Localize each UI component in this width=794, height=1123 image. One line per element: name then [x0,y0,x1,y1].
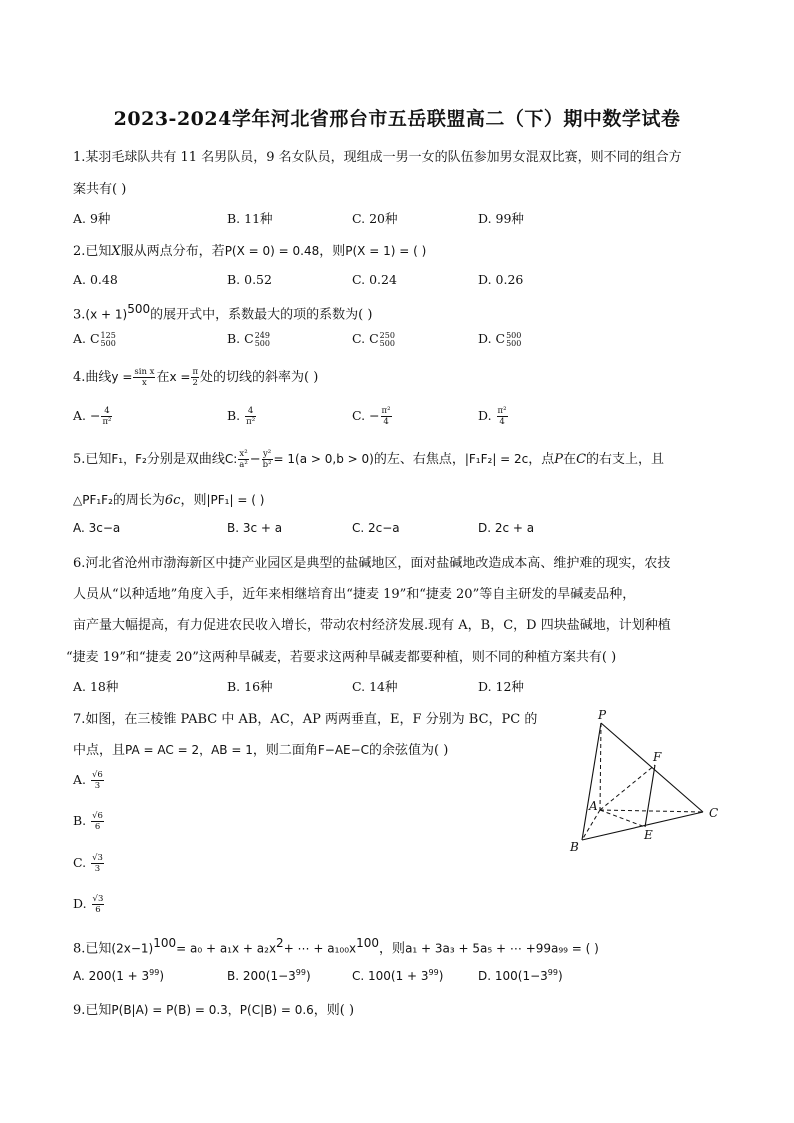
segment-AE [600,810,645,827]
q4-stem: 4.曲线y = $\frac{\text{sin x}}{x}$ 在x = $\frac{\pi}{2}$ 处的切线的斜率为( ) [73,367,319,388]
label-A: A [589,799,598,813]
q2-stem: 2.已知X服从两点分布，若P(X = 0) = 0.48，则P(X = 1) = ( ) [73,244,427,259]
q1-option-d: D. 99种 [478,211,524,226]
q6-option-d: D. 12种 [478,679,524,694]
q5-option-a: A. 3c−a [73,521,121,535]
edge-PC [601,723,703,812]
q8-stem: 8.已知$(2x-1)^{100}= a_0 + a_1x + a_2x^2+$ ⋯ + $a_{100}x^{100}$，则a₁ + 3a₃ + 5a₅ + ⋯ +99a₉₉ = ( ) [73,936,599,957]
q1-option-a: A. 9种 [73,211,111,226]
q7-line1: 7.如图，在三棱锥 PABC 中 AB，AC，AP 两两垂直，E，F 分别为 BC，PC 的 [73,712,538,727]
q7-option-a: A. $\frac{√6}{3}$ [73,770,103,791]
q6-line1: 6.河北省沧州市渤海新区中捷产业园区是典型的盐碱地区，面对盐碱地改造成本高、维护难的现实，农技 [73,556,671,571]
q2-option-b: B. 0.52 [227,272,272,287]
segment-AF [600,765,655,810]
q6-option-a: A. 18种 [73,679,119,694]
q8-option-a: A. $200(1 + 3^{99})$ [73,968,165,983]
q3-option-b: B. C 249 500 [227,330,270,348]
q3-stem: $3.(x + 1)^{500}$的展开式中，系数最大的项的系数为( ) [73,302,373,323]
q1-option-b: B. 11种 [227,211,273,226]
label-B: B [570,840,579,854]
q7-line2: 中点，且PA = AC = 2，AB = 1，则二面角F−AE−C的余弦值为( ) [73,743,449,758]
q1-line1: 1.某羽毛球队共有 11 名男队员，9 名女队员，现组成一男一女的队伍参加男女混双比赛，则不同的组合方 [73,150,682,165]
q3-option-a: A. C 125 500 [73,330,116,348]
q1-line2: 案共有( ) [73,182,127,197]
q6-line2: 人员从“以种适地”角度入手，近年来相继培育出“捷麦 19”和“捷麦 20”等自主研发的旱碱麦品种， [73,587,636,602]
q7-option-c: C. $\frac{√3}{3}$ [73,853,103,874]
q4-option-c: C. − $\frac{\text{π²}}{4}$ [352,406,391,427]
q5-line1: 5.已知F₁，F₂分别是双曲线C: $\frac{\text{x²}}{\text{a²}}$ − $\frac{\text{y²}}{\text{b²}}$ = 1(a > 0,b > 0)的左、右焦点，|F₁F₂| = 2c，点P在C的右支上，且 [73,449,665,470]
q5-option-c: C. 2c−a [352,521,400,535]
edge-AC [600,810,703,812]
label-P: P [598,708,607,722]
segment-FE [645,765,655,827]
q4-option-b: B. $\frac{4}{\text{π²}}$ [227,406,256,427]
q8-option-b: B. $200(1-3^{99})$ [227,968,311,983]
q3-option-c: C. C 250 500 [352,330,395,348]
label-E: E [644,828,653,842]
q7-option-b: B. $\frac{√6}{6}$ [73,811,103,832]
q6-line3: 亩产量大幅提高，有力促进农民收入增长，带动农村经济发展.现有 A，B，C，D 四块盐碱地，计划种植 [73,618,671,633]
q2-option-a: A. 0.48 [73,272,118,287]
q7-option-d: D. $\frac{√3}{6}$ [73,894,104,915]
edge-PB [582,723,601,840]
q6-line4: “捷麦 19”和“捷麦 20”这两种旱碱麦，若要求这两种旱碱麦都要种植，则不同的种植方案共有( ) [66,650,617,665]
q1-option-c: C. 20种 [352,211,398,226]
q5-option-b: B. 3c + a [227,521,283,535]
edge-PA [600,723,601,810]
label-C: C [709,806,719,820]
q3-option-d: D. C 500 500 [478,330,522,348]
q8-option-d: D. $100(1-3^{99})$ [478,968,563,983]
q4-option-a: A. − $\frac{4}{\text{π²}}$ [73,406,112,427]
q5-option-d: D. 2c + a [478,521,535,535]
q2-option-c: C. 0.24 [352,272,397,287]
tetrahedron-figure [560,705,730,855]
q8-option-c: C. $100(1 + 3^{99})$ [352,968,444,983]
q9-stem: 9.已知P(B|A) = P(B) = 0.3，P(C|B) = 0.6，则( ) [73,1003,355,1018]
label-F: F [653,750,662,764]
q4-option-d: D. $\frac{\text{π²}}{4}$ [478,406,507,427]
page-title: 2023-2024学年河北省邢台市五岳联盟高二（下）期中数学试卷 [113,108,681,130]
q6-option-c: C. 14种 [352,679,398,694]
q6-option-b: B. 16种 [227,679,273,694]
q5-line2: △PF₁F₂的周长为6c，则|PF₁| = ( ) [73,493,265,508]
q2-option-d: D. 0.26 [478,272,524,287]
